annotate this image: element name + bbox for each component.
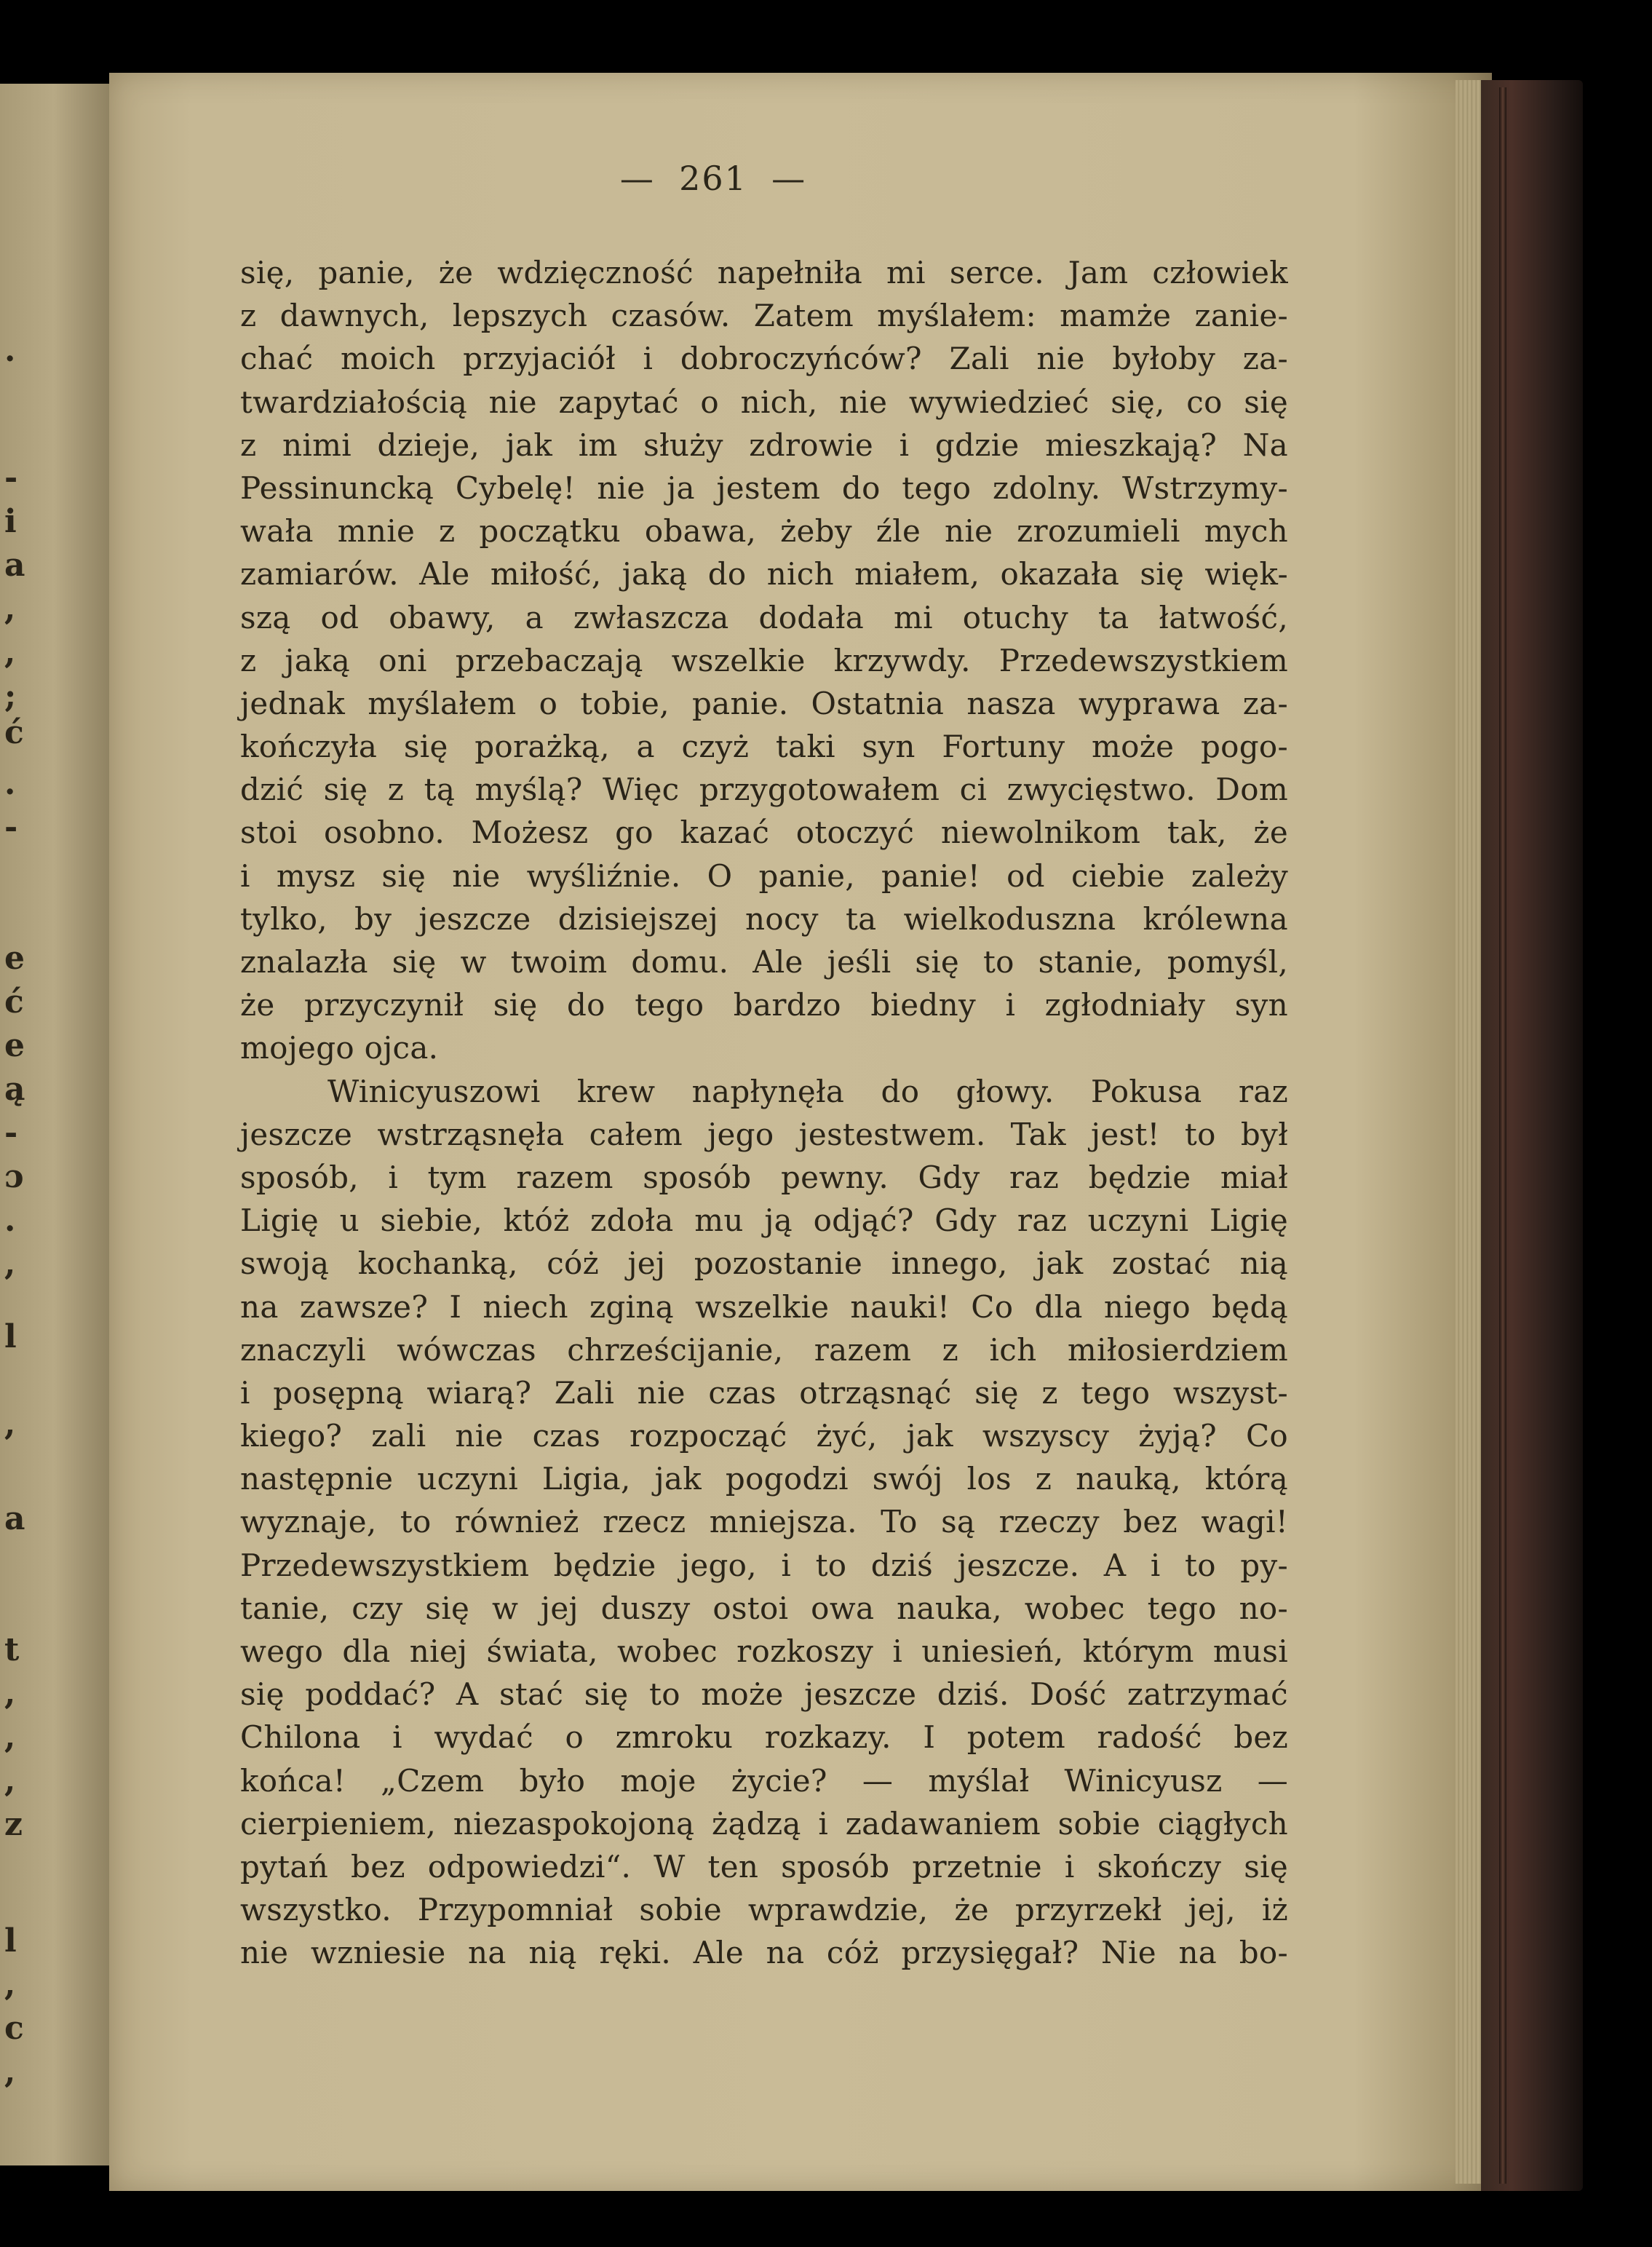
text-line: z jaką oni przebaczają wszelkie krzywdy. Przedewszystkiem xyxy=(240,642,1288,678)
left-page-fragment: - xyxy=(4,1114,18,1152)
text-line: Przedewszystkiem będzie jego, i to dziś jeszcze. A i to py- xyxy=(240,1547,1288,1583)
text-line: na zawsze? I niech zginą wszelkie nauki! Co dla niego będą xyxy=(240,1288,1288,1325)
left-page-fragment: i xyxy=(4,503,17,540)
left-page-fragment: e xyxy=(4,940,25,977)
left-page-fragment: - xyxy=(4,809,18,846)
text-line: tylko, by jeszcze dzisiejszej nocy ta wielkoduszna królewna xyxy=(240,900,1288,937)
text-line: znalazła się w twoim domu. Ale jeśli się to stanie, pomyśl, xyxy=(240,944,1288,980)
text-line: cierpieniem, niezaspokojoną żądzą i zadawaniem sobie ciągłych xyxy=(240,1805,1288,1842)
text-line: szą od obawy, a zwłaszcza dodała mi otuchy ta łatwość, xyxy=(240,599,1288,635)
text-line: znaczyli wówczas chrześcijanie, razem z ich miłosierdziem xyxy=(240,1331,1288,1368)
book-cover-edge xyxy=(1499,87,1506,2184)
left-page-fragment: , xyxy=(4,1675,16,1712)
text-line: wego dla niej świata, wobec rozkoszy i uniesień, którym musi xyxy=(240,1633,1288,1669)
left-page-fragment: , xyxy=(4,1762,16,1799)
left-page-fragment: e xyxy=(4,1027,25,1064)
text-line: wała mnie z początku obawa, żeby źle nie zrozumieli mych xyxy=(240,513,1288,550)
text-line: pytań bez odpowiedzi“. W ten sposób przetnie i skończy się xyxy=(240,1848,1288,1885)
book-cover xyxy=(1481,80,1583,2191)
text-line: z dawnych, lepszych czasów. Zatem myślałem: mamże zanie- xyxy=(240,298,1288,334)
text-line: dzić się z tą myślą? Więc przygotowałem ci zwycięstwo. Dom xyxy=(240,772,1288,808)
left-page-fragment: , xyxy=(4,1245,16,1283)
text-line: mojego ojca. xyxy=(240,1030,439,1066)
text-line: się poddać? A stać się to może jeszcze dziś. Dość zatrzymać xyxy=(240,1676,1288,1713)
text-line: Pessinuncką Cybelę! nie ja jestem do tego zdolny. Wstrzymy- xyxy=(240,469,1288,506)
left-page-fragment: , xyxy=(4,1966,16,2003)
text-line: jeszcze wstrząsnęła całem jego jestestwem. Tak jest! to był xyxy=(240,1116,1288,1152)
left-page-fragment: a xyxy=(4,547,25,584)
left-page-fragment: z xyxy=(4,1806,23,1843)
left-page-fragment: t xyxy=(4,1631,20,1668)
page-body-text xyxy=(240,251,1288,1975)
text-line: Ligię u siebie, któż zdoła mu ją odjąć? Gdy raz uczyni Ligię xyxy=(240,1202,1288,1239)
left-page-fragment: a xyxy=(4,1500,25,1537)
text-line: że przyczynił się do tego bardzo biedny i zgłodniały syn xyxy=(240,987,1288,1023)
left-page-fragment: ; xyxy=(4,678,17,715)
left-page-fragment: c xyxy=(4,2010,24,2047)
left-page-fragment: ć xyxy=(4,983,24,1021)
text-line: tanie, czy się w jej duszy ostoi owa nauka, wobec tego no- xyxy=(240,1590,1288,1626)
text-line: się, panie, że wdzięczność napełniła mi serce. Jam człowiek xyxy=(240,255,1288,290)
left-page-fragment: l xyxy=(4,1318,17,1355)
text-line: sposób, i tym razem sposób pewny. Gdy raz będzie miał xyxy=(240,1159,1288,1195)
left-page-fragment: , xyxy=(4,634,16,671)
text-line: kończyła się porażką, a czyż taki syn Fortuny może pogo- xyxy=(240,729,1288,765)
text-line: z nimi dzieje, jak im służy zdrowie i gdzie mieszkają? Na xyxy=(240,427,1288,463)
left-page-fragment: ć xyxy=(4,714,24,751)
left-page-fragment: ɔ xyxy=(4,1158,24,1195)
text-line: zamiarów. Ale miłość, jaką do nich miałem, okazała się więk- xyxy=(240,556,1288,593)
left-page-fragment: , xyxy=(4,2053,16,2091)
text-line: następnie uczyni Ligia, jak pogodzi swój los z nauką, którą xyxy=(240,1461,1288,1497)
text-line: swoją kochanką, cóż jej pozostanie innego, jak zostać nią xyxy=(240,1245,1288,1282)
left-page-fragment: - xyxy=(4,459,18,496)
left-page-fragment: . xyxy=(4,332,16,369)
text-line: jednak myślałem o tobie, panie. Ostatnia nasza wyprawa za- xyxy=(240,685,1288,721)
text-line: twardziałością nie zapytać o nich, nie wywiedzieć się, co się xyxy=(240,384,1288,420)
left-page-fragment: . xyxy=(4,765,16,802)
text-line: Chilona i wydać o zmroku rozkazy. I potem radość bez xyxy=(240,1719,1288,1756)
text-line: wszystko. Przypomniał sobie wprawdzie, że przyrzekł jej, iż xyxy=(240,1892,1288,1928)
text-line: stoi osobno. Możesz go kazać otoczyć niewolnikom tak, że xyxy=(240,815,1288,851)
text-line: nie wzniesie na nią ręki. Ale na cóż przysięgał? Nie na bo- xyxy=(240,1935,1288,1971)
text-line: wyznaje, to również rzecz mniejsza. To są rzeczy bez wagi! xyxy=(240,1504,1288,1540)
text-line: i mysz się nie wyśliźnie. O panie, panie! od ciebie zależy xyxy=(240,857,1288,894)
left-page-fragment: , xyxy=(4,1719,16,1756)
page-number: — 261 — xyxy=(619,159,807,198)
text-line: końca! „Czem było moje życie? — myślał Winicyusz — xyxy=(240,1762,1288,1799)
text-line: Winicyuszowi krew napłynęła do głowy. Pokusa raz xyxy=(327,1073,1288,1109)
left-page-fragment: , xyxy=(4,1406,16,1443)
left-page-fragment: , xyxy=(4,590,16,627)
text-line: chać moich przyjaciół i dobroczyńców? Zali nie byłoby za- xyxy=(240,341,1288,377)
left-page-fragment: . xyxy=(4,1202,16,1239)
left-page-fragment: l xyxy=(4,1922,17,1959)
text-line: i posępną wiarą? Zali nie czas otrząsnąć się z tego wszyst- xyxy=(240,1374,1288,1411)
text-line: kiego? zali nie czas rozpocząć żyć, jak wszyscy żyją? Co xyxy=(240,1418,1288,1454)
left-page-fragment: ą xyxy=(4,1071,25,1108)
